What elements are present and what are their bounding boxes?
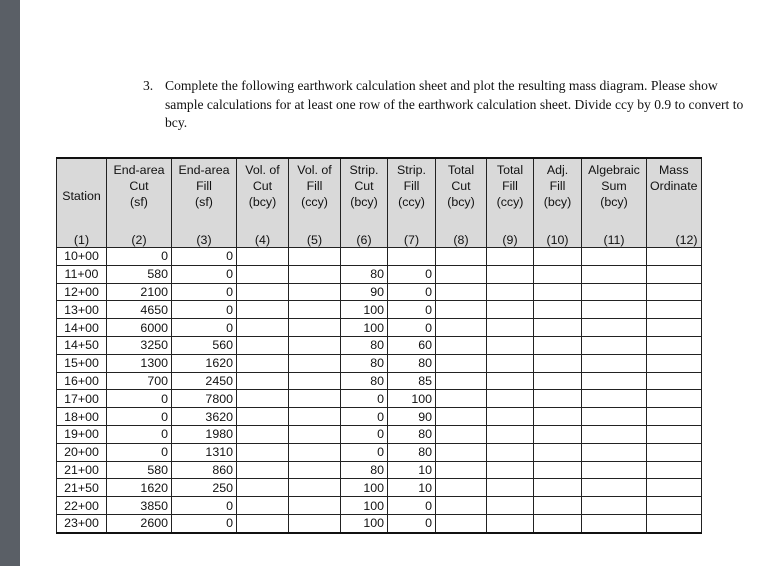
table-cell xyxy=(289,354,341,372)
column-header-line: Ordinate xyxy=(650,179,698,193)
table-cell: 0 xyxy=(341,408,388,426)
table-cell: 2450 xyxy=(172,372,237,390)
table-row xyxy=(57,283,702,301)
station-cell: 18+00 xyxy=(57,408,107,426)
station-cell: 15+00 xyxy=(57,354,107,372)
table-cell xyxy=(534,354,582,372)
table-cell: 80 xyxy=(388,354,436,372)
table-cell: 100 xyxy=(388,390,436,408)
table-cell: 3620 xyxy=(172,408,237,426)
table-cell: 0 xyxy=(388,497,436,515)
table-row xyxy=(57,265,702,283)
column-header xyxy=(289,158,341,233)
table-cell xyxy=(237,336,289,354)
table-row xyxy=(57,301,702,319)
table-cell xyxy=(436,514,487,532)
table-cell xyxy=(582,283,647,301)
column-header xyxy=(57,158,107,233)
table-cell xyxy=(341,248,388,266)
table-cell xyxy=(582,390,647,408)
problem-statement xyxy=(143,77,753,133)
table-cell xyxy=(487,265,534,283)
table-cell xyxy=(487,461,534,479)
table-cell xyxy=(487,372,534,390)
table-cell: 80 xyxy=(341,372,388,390)
table-cell: 1980 xyxy=(172,425,237,443)
table-cell xyxy=(647,336,702,354)
table-cell xyxy=(534,248,582,266)
table-cell xyxy=(237,514,289,532)
table-cell: 0 xyxy=(107,443,172,461)
table-cell xyxy=(289,408,341,426)
station-cell: 14+00 xyxy=(57,319,107,337)
table-cell: 3850 xyxy=(107,497,172,515)
column-header-line: End-area xyxy=(178,163,230,177)
viewer-sidebar xyxy=(0,0,20,566)
table-cell xyxy=(436,354,487,372)
column-header xyxy=(341,158,388,233)
column-header-line: Station xyxy=(62,189,101,203)
table-cell xyxy=(237,372,289,390)
table-cell xyxy=(534,514,582,532)
column-header-line: (ccy) xyxy=(398,195,425,209)
station-cell: 14+50 xyxy=(57,336,107,354)
table-cell: 0 xyxy=(107,390,172,408)
table-cell xyxy=(436,336,487,354)
column-header-line: Strip. xyxy=(397,163,426,177)
station-cell: 21+00 xyxy=(57,461,107,479)
table-cell xyxy=(487,301,534,319)
table-cell xyxy=(289,248,341,266)
table-cell xyxy=(289,283,341,301)
column-index: (10) xyxy=(534,233,582,248)
column-index: (9) xyxy=(487,233,534,248)
table-cell: 0 xyxy=(341,390,388,408)
column-header-line: Fill xyxy=(549,179,566,193)
table-cell xyxy=(436,319,487,337)
column-index: (11) xyxy=(582,233,647,248)
table-cell: 0 xyxy=(388,319,436,337)
table-cell xyxy=(534,425,582,443)
table-cell: 0 xyxy=(107,248,172,266)
column-header-line: Total xyxy=(496,163,524,177)
column-index: (4) xyxy=(237,233,289,248)
column-header-line: (bcy) xyxy=(447,195,475,209)
column-index: (2) xyxy=(107,233,172,248)
table-cell: 860 xyxy=(172,461,237,479)
table-cell xyxy=(487,336,534,354)
table-cell xyxy=(647,443,702,461)
table-cell xyxy=(237,301,289,319)
table-cell xyxy=(436,301,487,319)
column-header xyxy=(582,158,647,233)
table-cell: 2100 xyxy=(107,283,172,301)
table-cell xyxy=(436,443,487,461)
table-cell: 250 xyxy=(172,479,237,497)
table-cell: 100 xyxy=(341,497,388,515)
table-cell xyxy=(289,390,341,408)
table-cell xyxy=(487,354,534,372)
table-cell xyxy=(582,479,647,497)
column-header-line: Cut xyxy=(252,179,273,193)
column-header xyxy=(107,158,172,233)
table-cell xyxy=(534,479,582,497)
station-cell: 12+00 xyxy=(57,283,107,301)
table-cell xyxy=(534,319,582,337)
column-header-line: Cut xyxy=(451,179,471,193)
problem-number: 3. xyxy=(143,78,154,93)
table-cell xyxy=(582,443,647,461)
station-cell: 20+00 xyxy=(57,443,107,461)
table-cell xyxy=(487,408,534,426)
table-row xyxy=(57,497,702,515)
table-cell xyxy=(534,336,582,354)
column-header-line: (sf) xyxy=(195,195,213,209)
table-cell xyxy=(289,461,341,479)
table-cell xyxy=(487,497,534,515)
column-header xyxy=(237,158,289,233)
table-cell xyxy=(582,425,647,443)
table-cell xyxy=(647,425,702,443)
station-cell: 23+00 xyxy=(57,514,107,532)
table-cell xyxy=(237,425,289,443)
table-cell xyxy=(289,479,341,497)
table-cell xyxy=(647,372,702,390)
station-cell: 17+00 xyxy=(57,390,107,408)
table-cell: 80 xyxy=(341,265,388,283)
table-cell xyxy=(289,301,341,319)
table-cell: 0 xyxy=(388,283,436,301)
column-header xyxy=(388,158,436,233)
table-row xyxy=(57,425,702,443)
column-header-line: (sf) xyxy=(130,195,148,209)
column-index-row xyxy=(57,233,702,248)
table-cell xyxy=(647,301,702,319)
table-cell xyxy=(534,461,582,479)
table-cell xyxy=(647,354,702,372)
table-cell xyxy=(487,443,534,461)
table-cell xyxy=(647,514,702,532)
table-cell: 90 xyxy=(341,283,388,301)
column-header xyxy=(172,158,237,233)
table-cell: 0 xyxy=(388,301,436,319)
table-cell xyxy=(388,248,436,266)
table-cell xyxy=(487,248,534,266)
column-header-line: (bcy) xyxy=(543,195,572,209)
column-header-line: End-area xyxy=(113,163,165,177)
table-row xyxy=(57,443,702,461)
table-cell: 1310 xyxy=(172,443,237,461)
column-header-line: Fill xyxy=(403,179,420,193)
column-header xyxy=(487,158,534,233)
table-cell: 6000 xyxy=(107,319,172,337)
table-cell: 100 xyxy=(341,319,388,337)
column-header xyxy=(436,158,487,233)
table-cell xyxy=(582,336,647,354)
table-cell xyxy=(534,443,582,461)
table-cell xyxy=(534,283,582,301)
table-cell: 1620 xyxy=(172,354,237,372)
column-header-line: (bcy) xyxy=(248,195,277,209)
table-row xyxy=(57,336,702,354)
table-cell: 3250 xyxy=(107,336,172,354)
column-header-line: Mass xyxy=(658,163,689,177)
column-header-line: Vol. of xyxy=(245,163,280,177)
table-cell xyxy=(534,390,582,408)
table-cell: 0 xyxy=(172,248,237,266)
table-cell: 0 xyxy=(172,514,237,532)
column-header-line: Cut xyxy=(129,179,149,193)
table-cell xyxy=(487,425,534,443)
table-cell xyxy=(582,514,647,532)
table-cell: 0 xyxy=(388,514,436,532)
column-header-line: Strip. xyxy=(349,163,379,177)
table-cell xyxy=(534,301,582,319)
table-row xyxy=(57,319,702,337)
table-cell xyxy=(237,354,289,372)
table-cell xyxy=(289,265,341,283)
table-cell xyxy=(647,390,702,408)
table-cell: 700 xyxy=(107,372,172,390)
table-cell xyxy=(289,514,341,532)
table-cell xyxy=(436,497,487,515)
station-cell: 22+00 xyxy=(57,497,107,515)
table-cell xyxy=(534,497,582,515)
column-index: (3) xyxy=(172,233,237,248)
table-cell xyxy=(436,265,487,283)
header-row xyxy=(57,158,702,233)
table-row xyxy=(57,408,702,426)
table-cell xyxy=(289,336,341,354)
table-body xyxy=(57,248,702,533)
table-cell xyxy=(436,248,487,266)
table-cell xyxy=(487,479,534,497)
column-index: (5) xyxy=(289,233,341,248)
table-cell: 0 xyxy=(172,319,237,337)
table-cell xyxy=(237,390,289,408)
table-cell: 1300 xyxy=(107,354,172,372)
table-cell xyxy=(436,408,487,426)
table-cell xyxy=(436,283,487,301)
earthwork-calculation-table xyxy=(56,157,702,534)
table-cell xyxy=(647,408,702,426)
table-cell xyxy=(647,319,702,337)
table-cell xyxy=(237,497,289,515)
column-header-line: Cut xyxy=(354,179,374,193)
table-cell xyxy=(647,497,702,515)
table-row xyxy=(57,354,702,372)
table-cell: 85 xyxy=(388,372,436,390)
table-cell: 2600 xyxy=(107,514,172,532)
table-cell xyxy=(237,248,289,266)
table-cell xyxy=(289,372,341,390)
table-cell xyxy=(534,408,582,426)
table-cell: 0 xyxy=(341,425,388,443)
table-cell xyxy=(436,479,487,497)
table-cell: 0 xyxy=(107,425,172,443)
table-cell xyxy=(487,283,534,301)
table-cell: 0 xyxy=(172,283,237,301)
table-cell xyxy=(289,319,341,337)
table-cell xyxy=(237,319,289,337)
column-index: (1) xyxy=(57,233,107,248)
table-cell xyxy=(582,497,647,515)
table-cell: 80 xyxy=(341,336,388,354)
column-header-line: Fill xyxy=(502,179,518,193)
table-cell: 80 xyxy=(388,425,436,443)
column-header-line: Total xyxy=(447,163,475,177)
table-row xyxy=(57,514,702,532)
table-cell: 80 xyxy=(341,461,388,479)
column-index: (6) xyxy=(341,233,388,248)
table-cell xyxy=(289,443,341,461)
table-cell xyxy=(582,372,647,390)
table-cell: 10 xyxy=(388,461,436,479)
station-cell: 11+00 xyxy=(57,265,107,283)
table-cell xyxy=(582,248,647,266)
table-cell xyxy=(534,265,582,283)
table-cell xyxy=(436,390,487,408)
station-cell: 19+00 xyxy=(57,425,107,443)
table-cell xyxy=(582,301,647,319)
table-cell xyxy=(582,408,647,426)
table-cell: 0 xyxy=(388,265,436,283)
table-cell: 0 xyxy=(107,408,172,426)
column-header xyxy=(647,158,702,233)
table-cell xyxy=(647,283,702,301)
table-row xyxy=(57,479,702,497)
table-cell xyxy=(487,514,534,532)
column-header-line: (ccy) xyxy=(301,195,328,209)
table-cell xyxy=(436,425,487,443)
table-cell: 560 xyxy=(172,336,237,354)
table-cell xyxy=(582,354,647,372)
table-cell xyxy=(289,497,341,515)
table-cell: 580 xyxy=(107,265,172,283)
table-cell xyxy=(582,461,647,479)
column-index: (12) xyxy=(647,233,702,248)
table-cell xyxy=(289,425,341,443)
table-cell xyxy=(237,461,289,479)
table-cell xyxy=(237,479,289,497)
column-header-line: Fill xyxy=(306,179,323,193)
table-cell: 0 xyxy=(172,301,237,319)
station-cell: 13+00 xyxy=(57,301,107,319)
table-cell: 80 xyxy=(341,354,388,372)
column-header-line: Adj. xyxy=(546,163,569,177)
station-cell: 10+00 xyxy=(57,248,107,266)
table-cell: 0 xyxy=(341,443,388,461)
table-row xyxy=(57,461,702,479)
problem-text: Complete the following earthwork calculation sheet and plot the resulting mass diagram. Please show sample calculations for at least one row of the earthwork calculation sheet. Divide ccy by 0.9 to convert to bcy. xyxy=(165,78,744,130)
table-cell xyxy=(487,319,534,337)
column-header-line: Algebraic xyxy=(588,163,640,177)
column-header-line: Vol. of xyxy=(297,163,332,177)
table-cell: 7800 xyxy=(172,390,237,408)
table-cell: 60 xyxy=(388,336,436,354)
table-cell: 100 xyxy=(341,514,388,532)
table-cell: 4650 xyxy=(107,301,172,319)
table-cell xyxy=(237,408,289,426)
table-row xyxy=(57,390,702,408)
table-cell xyxy=(647,248,702,266)
table-cell: 1620 xyxy=(107,479,172,497)
table-cell: 0 xyxy=(172,265,237,283)
table-cell xyxy=(436,372,487,390)
station-cell: 16+00 xyxy=(57,372,107,390)
table-cell xyxy=(582,319,647,337)
column-header-line: Fill xyxy=(196,179,212,193)
column-index: (8) xyxy=(436,233,487,248)
table-cell: 90 xyxy=(388,408,436,426)
table-cell: 80 xyxy=(388,443,436,461)
column-header xyxy=(534,158,582,233)
table-cell xyxy=(237,265,289,283)
table-cell: 0 xyxy=(172,497,237,515)
table-cell: 580 xyxy=(107,461,172,479)
station-cell: 21+50 xyxy=(57,479,107,497)
table-row xyxy=(57,248,702,266)
table-cell xyxy=(436,461,487,479)
table-cell xyxy=(647,479,702,497)
column-header-line: (bcy) xyxy=(600,195,628,209)
table-cell xyxy=(237,283,289,301)
table-cell xyxy=(647,265,702,283)
column-index: (7) xyxy=(388,233,436,248)
table-cell: 100 xyxy=(341,479,388,497)
table-cell xyxy=(647,461,702,479)
column-header-line: Sum xyxy=(601,179,627,193)
column-header-line: (bcy) xyxy=(350,195,378,209)
table-cell xyxy=(237,443,289,461)
table-cell: 10 xyxy=(388,479,436,497)
table-cell xyxy=(534,372,582,390)
table-cell: 100 xyxy=(341,301,388,319)
table-cell xyxy=(582,265,647,283)
table-cell xyxy=(487,390,534,408)
table-row xyxy=(57,372,702,390)
column-header-line: (ccy) xyxy=(496,195,524,209)
